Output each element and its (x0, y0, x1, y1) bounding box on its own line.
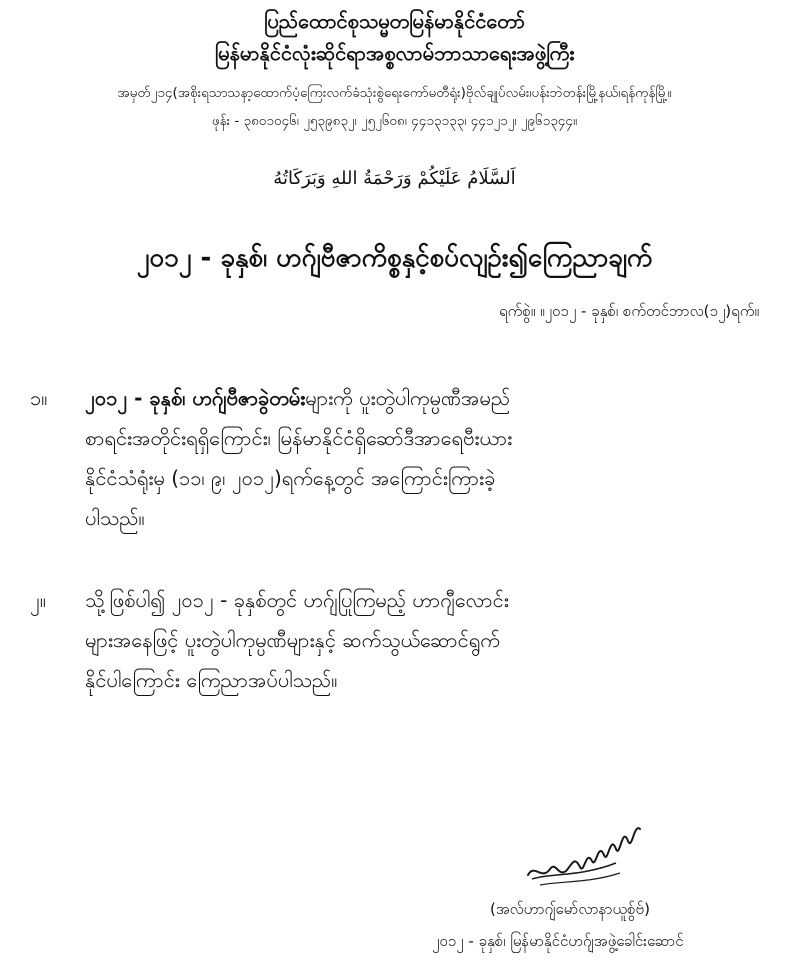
paragraph-line (85, 580, 775, 620)
paragraph-line (85, 458, 775, 498)
org-name-line1: ပြည်ထောင်စုသမ္မတမြန်မာနိုင်ငံတော် (264, 9, 525, 33)
announcement-title: ၂၀၁၂ - ခုနှစ်၊ ဟဂ်ျဗီဇာကိစ္စနှင့်စပ်လျဉ်း၍ကြေညာချက် (136, 243, 653, 273)
handwritten-signature (520, 815, 650, 895)
signatory-name: (အလ်ဟာဂျ်မော်လာနာယူစွ်ဗ်) (490, 900, 650, 918)
paragraph-number: ၁။ (30, 386, 48, 410)
line-text: ပါသည်။ (85, 506, 145, 530)
paragraph-line (85, 660, 775, 700)
line-text: သို့ဖြစ်ပါ၍ ၂၀၁၂ - ခုနှစ်တွင် ဟဂ်ျပြုကြမည့် ဟာဂျီလောင်း (85, 588, 509, 612)
line-text: များအနေဖြင့် ပူးတွဲပါကုမ္ပဏီများနှင့် ဆက်သွယ်ဆောင်ရွက် (85, 628, 500, 652)
line-text: နိုင်ငံသံရုံးမှ (၁၁၊ ၉၊ ၂၀၁၂)ရက်နေ့တွင် အကြောင်းကြားခဲ့ (85, 466, 496, 490)
bold-text: ၂၀၁၂ - ခုနှစ်၊ ဟဂ်ျဗီဇာခွဲတမ်း (85, 386, 306, 410)
paragraph-number: ၂။ (30, 588, 46, 612)
line-text: စာရင်းအတိုင်းရရှိကြောင်း၊ မြန်မာနိုင်ငံရှိဆော်ဒီအာရေဗီးယား (85, 426, 513, 450)
paragraph-body (85, 580, 775, 700)
line-text: နိုင်ပါကြောင်း ကြေညာအပ်ပါသည်။ (85, 668, 338, 692)
org-name-line2: မြန်မာနိုင်ငံလုံးဆိုင်ရာအစ္စလာမ်ဘာသာရေးအဖွဲ့ကြီး (214, 41, 575, 65)
paragraph-line (85, 378, 775, 418)
reference-date: ရက်စွဲ။ ။၂၀၁၂ - ခုနှစ်၊ စက်တင်ဘာလ(၁၂)ရက်။ (499, 302, 759, 320)
org-phone: ဖုန်း - ၃၈၀၁၀၄၆၊ ၂၅၃၉၈၃၂၊ ၂၅၂၆၀၈၊ ၄၄၁၃၁၃၃၊ ၄၄၁၂၁၂၊ ၂၉၆၁၃၄၄။ (211, 113, 578, 129)
arabic-greeting: اَلسَّلَامُ عَلَيْكُمْ وَرَحْمَةُ اللهِ وَبَرَكَاتُهُ (273, 168, 516, 189)
paragraph-line (85, 498, 775, 538)
line-text: များကို ပူးတွဲပါကုမ္ပဏီအမည် (305, 386, 511, 410)
signature-graphic (520, 815, 650, 895)
paragraph-line (85, 418, 775, 458)
org-address: အမှတ်၂၁၄(အစိုးရသာသနာ့ထောက်ပံ့ကြေးလက်ခံသုံးစွဲရေးကော်မတီရုံး)ဗိုလ်ချုပ်လမ်း၊ပန်းဘဲတန်းမြို့နယ်၊ရန်ကုန်မြို့။ (117, 85, 672, 101)
paragraph-line (85, 620, 775, 660)
signatory-title: ၂၀၁၂ - ခုနှစ်၊ မြန်မာနိုင်ငံဟဂ်ျအဖွဲ့ခေါင်းဆောင် (432, 932, 684, 950)
paragraph-body (85, 378, 775, 538)
